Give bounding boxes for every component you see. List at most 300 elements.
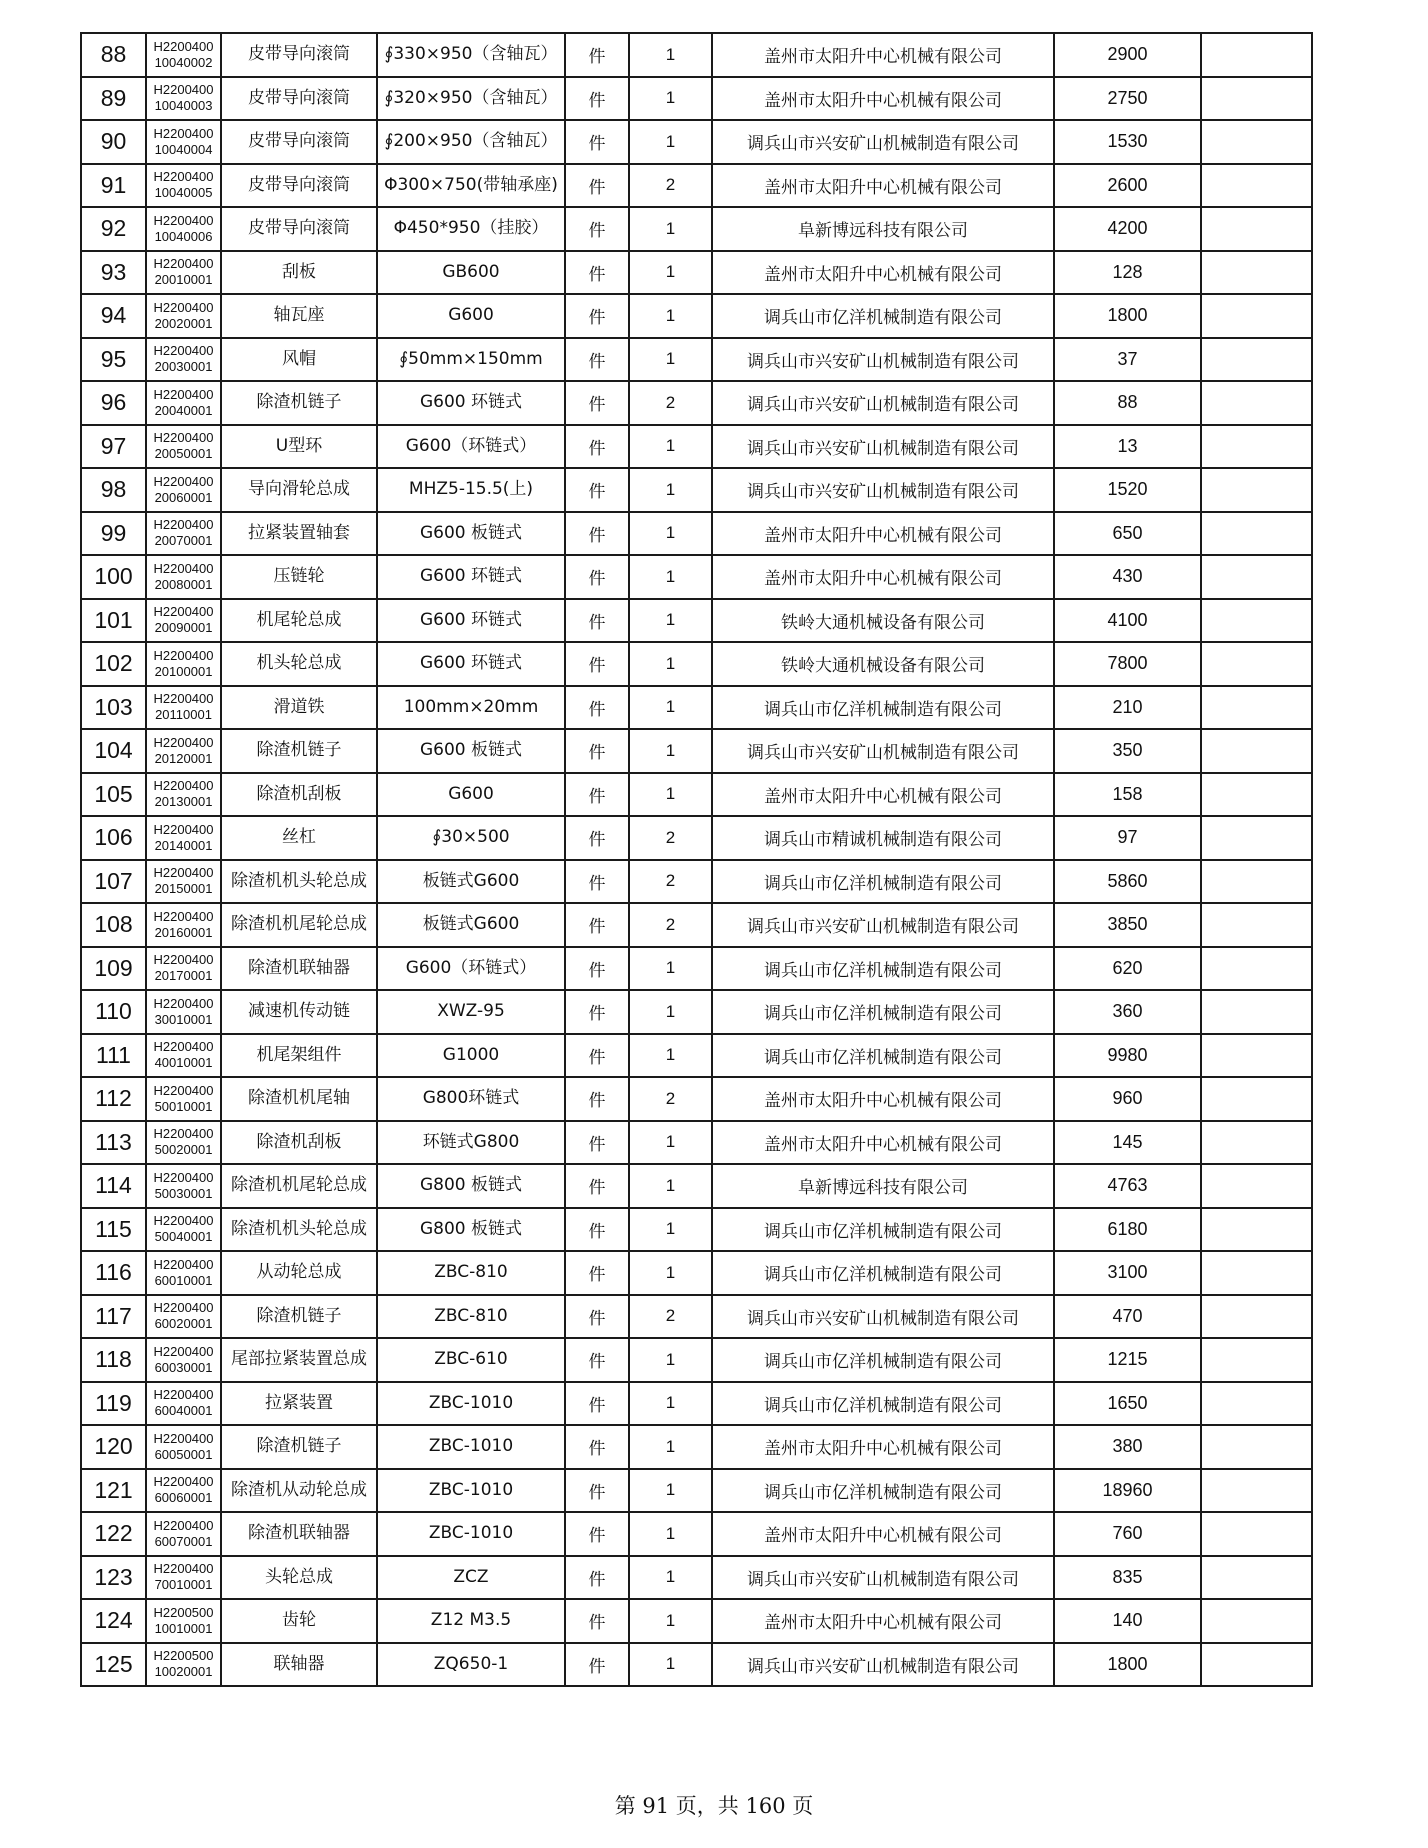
item-code: H2200400 60040001 [146, 1382, 221, 1426]
remark-cell [1201, 555, 1312, 599]
item-spec: G600 环链式 [377, 381, 565, 425]
row-number: 125 [81, 1643, 146, 1687]
remark-cell [1201, 425, 1312, 469]
remark-cell [1201, 1077, 1312, 1121]
item-quantity: 1 [629, 468, 712, 512]
unit-price: 1520 [1054, 468, 1201, 512]
supplier-name: 调兵山市兴安矿山机械制造有限公司 [712, 425, 1054, 469]
item-spec: 100mm×20mm [377, 686, 565, 730]
remark-cell [1201, 903, 1312, 947]
unit-price: 2600 [1054, 164, 1201, 208]
row-number: 89 [81, 77, 146, 121]
remark-cell [1201, 729, 1312, 773]
table-row [81, 1556, 1312, 1600]
remark-cell [1201, 512, 1312, 556]
item-quantity: 2 [629, 903, 712, 947]
item-code: H2200400 20010001 [146, 251, 221, 295]
item-spec: 环链式G800 [377, 1121, 565, 1165]
item-name: 从动轮总成 [221, 1251, 377, 1295]
item-unit: 件 [565, 1469, 629, 1513]
item-quantity: 1 [629, 1643, 712, 1687]
item-spec: Φ300×750(带轴承座) [377, 164, 565, 208]
item-name: 齿轮 [221, 1599, 377, 1643]
item-name: 轴瓦座 [221, 294, 377, 338]
table-row [81, 599, 1312, 643]
supplier-name: 阜新博远科技有限公司 [712, 207, 1054, 251]
remark-cell [1201, 1643, 1312, 1687]
remark-cell [1201, 468, 1312, 512]
item-quantity: 1 [629, 120, 712, 164]
table-row [81, 773, 1312, 817]
item-name: 机尾轮总成 [221, 599, 377, 643]
item-unit: 件 [565, 1077, 629, 1121]
item-unit: 件 [565, 1164, 629, 1208]
remark-cell [1201, 947, 1312, 991]
remark-cell [1201, 1034, 1312, 1078]
unit-price: 13 [1054, 425, 1201, 469]
item-quantity: 1 [629, 729, 712, 773]
remark-cell [1201, 1556, 1312, 1600]
item-code: H2200400 40010001 [146, 1034, 221, 1078]
supplier-name: 阜新博远科技有限公司 [712, 1164, 1054, 1208]
item-spec: G600 环链式 [377, 642, 565, 686]
item-code: H2200400 50040001 [146, 1208, 221, 1252]
unit-price: 430 [1054, 555, 1201, 599]
unit-price: 835 [1054, 1556, 1201, 1600]
item-spec: ∮330×950（含轴瓦） [377, 33, 565, 77]
item-code: H2200400 50020001 [146, 1121, 221, 1165]
remark-cell [1201, 338, 1312, 382]
table-row [81, 207, 1312, 251]
table-row [81, 381, 1312, 425]
item-unit: 件 [565, 1295, 629, 1339]
supplier-name: 调兵山市亿洋机械制造有限公司 [712, 990, 1054, 1034]
item-quantity: 1 [629, 1382, 712, 1426]
item-spec: Φ450*950（挂胶） [377, 207, 565, 251]
item-quantity: 1 [629, 642, 712, 686]
row-number: 99 [81, 512, 146, 556]
item-code: H2200400 50030001 [146, 1164, 221, 1208]
item-unit: 件 [565, 1208, 629, 1252]
supplier-name: 调兵山市亿洋机械制造有限公司 [712, 1469, 1054, 1513]
item-name: 拉紧装置轴套 [221, 512, 377, 556]
row-number: 108 [81, 903, 146, 947]
supplier-name: 盖州市太阳升中心机械有限公司 [712, 1512, 1054, 1556]
item-spec: G600 [377, 773, 565, 817]
item-code: H2200400 20170001 [146, 947, 221, 991]
remark-cell [1201, 1164, 1312, 1208]
price-table [80, 32, 1313, 1687]
item-name: 除渣机链子 [221, 729, 377, 773]
item-code: H2200400 10040004 [146, 120, 221, 164]
row-number: 100 [81, 555, 146, 599]
item-unit: 件 [565, 903, 629, 947]
item-name: 刮板 [221, 251, 377, 295]
item-quantity: 1 [629, 512, 712, 556]
item-unit: 件 [565, 599, 629, 643]
item-name: 除渣机链子 [221, 1425, 377, 1469]
unit-price: 1650 [1054, 1382, 1201, 1426]
item-code: H2200400 10040005 [146, 164, 221, 208]
item-name: 导向滑轮总成 [221, 468, 377, 512]
row-number: 107 [81, 860, 146, 904]
item-unit: 件 [565, 990, 629, 1034]
remark-cell [1201, 1425, 1312, 1469]
item-quantity: 2 [629, 1077, 712, 1121]
table-row [81, 251, 1312, 295]
table-row [81, 816, 1312, 860]
remark-cell [1201, 1121, 1312, 1165]
item-unit: 件 [565, 947, 629, 991]
table-row [81, 1295, 1312, 1339]
item-name: 皮带导向滚筒 [221, 33, 377, 77]
item-code: H2200400 20140001 [146, 816, 221, 860]
item-quantity: 1 [629, 1425, 712, 1469]
supplier-name: 盖州市太阳升中心机械有限公司 [712, 77, 1054, 121]
item-spec: Z12 M3.5 [377, 1599, 565, 1643]
item-quantity: 1 [629, 207, 712, 251]
unit-price: 1800 [1054, 1643, 1201, 1687]
unit-price: 4763 [1054, 1164, 1201, 1208]
item-code: H2200400 70010001 [146, 1556, 221, 1600]
item-quantity: 2 [629, 860, 712, 904]
row-number: 102 [81, 642, 146, 686]
item-code: H2200400 20050001 [146, 425, 221, 469]
item-spec: G600 环链式 [377, 599, 565, 643]
item-unit: 件 [565, 33, 629, 77]
item-code: H2200400 20110001 [146, 686, 221, 730]
table-row [81, 1599, 1312, 1643]
unit-price: 2900 [1054, 33, 1201, 77]
item-unit: 件 [565, 1034, 629, 1078]
unit-price: 1215 [1054, 1338, 1201, 1382]
row-number: 120 [81, 1425, 146, 1469]
row-number: 112 [81, 1077, 146, 1121]
supplier-name: 调兵山市兴安矿山机械制造有限公司 [712, 903, 1054, 947]
item-unit: 件 [565, 512, 629, 556]
supplier-name: 调兵山市亿洋机械制造有限公司 [712, 1034, 1054, 1078]
item-unit: 件 [565, 468, 629, 512]
supplier-name: 盖州市太阳升中心机械有限公司 [712, 1077, 1054, 1121]
supplier-name: 盖州市太阳升中心机械有限公司 [712, 555, 1054, 599]
table-row [81, 729, 1312, 773]
item-unit: 件 [565, 77, 629, 121]
supplier-name: 调兵山市亿洋机械制造有限公司 [712, 1338, 1054, 1382]
row-number: 109 [81, 947, 146, 991]
item-quantity: 1 [629, 990, 712, 1034]
remark-cell [1201, 164, 1312, 208]
item-quantity: 1 [629, 1512, 712, 1556]
item-name: 除渣机刮板 [221, 773, 377, 817]
table-row [81, 1034, 1312, 1078]
unit-price: 3850 [1054, 903, 1201, 947]
item-quantity: 1 [629, 294, 712, 338]
remark-cell [1201, 990, 1312, 1034]
supplier-name: 盖州市太阳升中心机械有限公司 [712, 1425, 1054, 1469]
item-quantity: 2 [629, 164, 712, 208]
unit-price: 620 [1054, 947, 1201, 991]
item-code: H2200400 10040002 [146, 33, 221, 77]
item-unit: 件 [565, 1251, 629, 1295]
row-number: 94 [81, 294, 146, 338]
item-name: 皮带导向滚筒 [221, 120, 377, 164]
unit-price: 960 [1054, 1077, 1201, 1121]
supplier-name: 盖州市太阳升中心机械有限公司 [712, 1599, 1054, 1643]
row-number: 113 [81, 1121, 146, 1165]
row-number: 103 [81, 686, 146, 730]
supplier-name: 盖州市太阳升中心机械有限公司 [712, 164, 1054, 208]
supplier-name: 盖州市太阳升中心机械有限公司 [712, 1121, 1054, 1165]
item-name: 机尾架组件 [221, 1034, 377, 1078]
item-spec: 板链式G600 [377, 903, 565, 947]
table-row [81, 1251, 1312, 1295]
table-row [81, 120, 1312, 164]
table-row [81, 860, 1312, 904]
supplier-name: 调兵山市亿洋机械制造有限公司 [712, 947, 1054, 991]
item-spec: ZBC-610 [377, 1338, 565, 1382]
row-number: 119 [81, 1382, 146, 1426]
item-unit: 件 [565, 425, 629, 469]
row-number: 114 [81, 1164, 146, 1208]
item-quantity: 1 [629, 1164, 712, 1208]
supplier-name: 调兵山市亿洋机械制造有限公司 [712, 1382, 1054, 1426]
item-quantity: 1 [629, 33, 712, 77]
row-number: 92 [81, 207, 146, 251]
item-quantity: 2 [629, 381, 712, 425]
unit-price: 7800 [1054, 642, 1201, 686]
item-spec: G800环链式 [377, 1077, 565, 1121]
row-number: 106 [81, 816, 146, 860]
unit-price: 6180 [1054, 1208, 1201, 1252]
supplier-name: 盖州市太阳升中心机械有限公司 [712, 33, 1054, 77]
item-unit: 件 [565, 1556, 629, 1600]
table-row [81, 468, 1312, 512]
supplier-name: 调兵山市亿洋机械制造有限公司 [712, 1208, 1054, 1252]
remark-cell [1201, 773, 1312, 817]
item-code: H2200400 20020001 [146, 294, 221, 338]
remark-cell [1201, 207, 1312, 251]
item-quantity: 1 [629, 1599, 712, 1643]
unit-price: 37 [1054, 338, 1201, 382]
supplier-name: 调兵山市兴安矿山机械制造有限公司 [712, 468, 1054, 512]
item-quantity: 1 [629, 773, 712, 817]
item-spec: ZCZ [377, 1556, 565, 1600]
page-footer: 第 91 页，共 160 页 [614, 1794, 814, 1818]
unit-price: 128 [1054, 251, 1201, 295]
remark-cell [1201, 294, 1312, 338]
item-code: H2200400 60030001 [146, 1338, 221, 1382]
item-name: 除渣机联轴器 [221, 1512, 377, 1556]
row-number: 124 [81, 1599, 146, 1643]
row-number: 115 [81, 1208, 146, 1252]
row-number: 91 [81, 164, 146, 208]
unit-price: 5860 [1054, 860, 1201, 904]
item-unit: 件 [565, 164, 629, 208]
item-code: H2200400 10040006 [146, 207, 221, 251]
item-spec: G600 环链式 [377, 555, 565, 599]
table-row [81, 294, 1312, 338]
remark-cell [1201, 1251, 1312, 1295]
item-code: H2200400 20030001 [146, 338, 221, 382]
item-code: H2200500 10020001 [146, 1643, 221, 1687]
supplier-name: 调兵山市亿洋机械制造有限公司 [712, 860, 1054, 904]
item-spec: ∮50mm×150mm [377, 338, 565, 382]
item-name: 皮带导向滚筒 [221, 207, 377, 251]
item-spec: ZBC-1010 [377, 1512, 565, 1556]
row-number: 116 [81, 1251, 146, 1295]
remark-cell [1201, 1382, 1312, 1426]
remark-cell [1201, 816, 1312, 860]
item-code: H2200400 60070001 [146, 1512, 221, 1556]
table-row [81, 1425, 1312, 1469]
item-code: H2200400 20040001 [146, 381, 221, 425]
row-number: 118 [81, 1338, 146, 1382]
supplier-name: 盖州市太阳升中心机械有限公司 [712, 251, 1054, 295]
supplier-name: 调兵山市亿洋机械制造有限公司 [712, 686, 1054, 730]
table-row [81, 903, 1312, 947]
supplier-name: 调兵山市兴安矿山机械制造有限公司 [712, 120, 1054, 164]
item-name: 除渣机从动轮总成 [221, 1469, 377, 1513]
item-unit: 件 [565, 1338, 629, 1382]
item-name: 除渣机机尾轴 [221, 1077, 377, 1121]
table-row [81, 1512, 1312, 1556]
row-number: 105 [81, 773, 146, 817]
item-spec: G600 板链式 [377, 729, 565, 773]
item-spec: ZBC-810 [377, 1295, 565, 1339]
table-row [81, 425, 1312, 469]
supplier-name: 调兵山市兴安矿山机械制造有限公司 [712, 1295, 1054, 1339]
supplier-name: 调兵山市精诚机械制造有限公司 [712, 816, 1054, 860]
item-quantity: 1 [629, 77, 712, 121]
item-code: H2200400 20100001 [146, 642, 221, 686]
item-quantity: 1 [629, 599, 712, 643]
table-row [81, 1208, 1312, 1252]
item-code: H2200400 20160001 [146, 903, 221, 947]
unit-price: 760 [1054, 1512, 1201, 1556]
supplier-name: 调兵山市兴安矿山机械制造有限公司 [712, 338, 1054, 382]
unit-price: 4200 [1054, 207, 1201, 251]
remark-cell [1201, 1599, 1312, 1643]
item-name: 丝杠 [221, 816, 377, 860]
item-unit: 件 [565, 207, 629, 251]
item-name: 除渣机机头轮总成 [221, 860, 377, 904]
row-number: 98 [81, 468, 146, 512]
row-number: 101 [81, 599, 146, 643]
remark-cell [1201, 1469, 1312, 1513]
row-number: 123 [81, 1556, 146, 1600]
table-row [81, 338, 1312, 382]
unit-price: 380 [1054, 1425, 1201, 1469]
remark-cell [1201, 1512, 1312, 1556]
item-unit: 件 [565, 1643, 629, 1687]
remark-cell [1201, 860, 1312, 904]
item-name: 皮带导向滚筒 [221, 164, 377, 208]
item-quantity: 1 [629, 1208, 712, 1252]
item-quantity: 1 [629, 251, 712, 295]
item-quantity: 1 [629, 555, 712, 599]
item-quantity: 1 [629, 1121, 712, 1165]
item-quantity: 2 [629, 1295, 712, 1339]
item-spec: G800 板链式 [377, 1208, 565, 1252]
item-quantity: 1 [629, 1034, 712, 1078]
item-code: H2200400 50010001 [146, 1077, 221, 1121]
row-number: 90 [81, 120, 146, 164]
item-name: 除渣机链子 [221, 381, 377, 425]
unit-price: 18960 [1054, 1469, 1201, 1513]
unit-price: 360 [1054, 990, 1201, 1034]
item-name: 压链轮 [221, 555, 377, 599]
item-spec: G1000 [377, 1034, 565, 1078]
item-quantity: 1 [629, 1338, 712, 1382]
remark-cell [1201, 1208, 1312, 1252]
item-spec: G600 板链式 [377, 512, 565, 556]
unit-price: 350 [1054, 729, 1201, 773]
row-number: 122 [81, 1512, 146, 1556]
row-number: 121 [81, 1469, 146, 1513]
table-row [81, 512, 1312, 556]
item-name: 除渣机联轴器 [221, 947, 377, 991]
unit-price: 470 [1054, 1295, 1201, 1339]
item-name: 滑道铁 [221, 686, 377, 730]
item-name: 联轴器 [221, 1643, 377, 1687]
table-row [81, 1164, 1312, 1208]
item-code: H2200400 10040003 [146, 77, 221, 121]
item-spec: G800 板链式 [377, 1164, 565, 1208]
row-number: 96 [81, 381, 146, 425]
item-code: H2200400 60050001 [146, 1425, 221, 1469]
item-spec: MHZ5-15.5(上) [377, 468, 565, 512]
item-spec: ZBC-810 [377, 1251, 565, 1295]
item-unit: 件 [565, 338, 629, 382]
item-spec: ZQ650-1 [377, 1643, 565, 1687]
item-code: H2200400 20080001 [146, 555, 221, 599]
table-row [81, 642, 1312, 686]
item-unit: 件 [565, 1382, 629, 1426]
remark-cell [1201, 381, 1312, 425]
item-spec: ∮320×950（含轴瓦） [377, 77, 565, 121]
table-row [81, 164, 1312, 208]
item-code: H2200400 20120001 [146, 729, 221, 773]
item-unit: 件 [565, 1599, 629, 1643]
table-row [81, 990, 1312, 1034]
item-unit: 件 [565, 1512, 629, 1556]
item-unit: 件 [565, 251, 629, 295]
item-unit: 件 [565, 1425, 629, 1469]
row-number: 93 [81, 251, 146, 295]
table-row [81, 1338, 1312, 1382]
item-name: 除渣机机尾轮总成 [221, 903, 377, 947]
item-code: H2200500 10010001 [146, 1599, 221, 1643]
item-name: U型环 [221, 425, 377, 469]
item-unit: 件 [565, 555, 629, 599]
unit-price: 140 [1054, 1599, 1201, 1643]
item-spec: ∮200×950（含轴瓦） [377, 120, 565, 164]
supplier-name: 调兵山市兴安矿山机械制造有限公司 [712, 1643, 1054, 1687]
item-unit: 件 [565, 686, 629, 730]
table-row [81, 1121, 1312, 1165]
item-unit: 件 [565, 860, 629, 904]
unit-price: 9980 [1054, 1034, 1201, 1078]
item-name: 皮带导向滚筒 [221, 77, 377, 121]
supplier-name: 调兵山市亿洋机械制造有限公司 [712, 294, 1054, 338]
unit-price: 650 [1054, 512, 1201, 556]
item-code: H2200400 20090001 [146, 599, 221, 643]
item-name: 减速机传动链 [221, 990, 377, 1034]
table-row [81, 686, 1312, 730]
remark-cell [1201, 1338, 1312, 1382]
supplier-name: 铁岭大通机械设备有限公司 [712, 642, 1054, 686]
item-code: H2200400 20060001 [146, 468, 221, 512]
